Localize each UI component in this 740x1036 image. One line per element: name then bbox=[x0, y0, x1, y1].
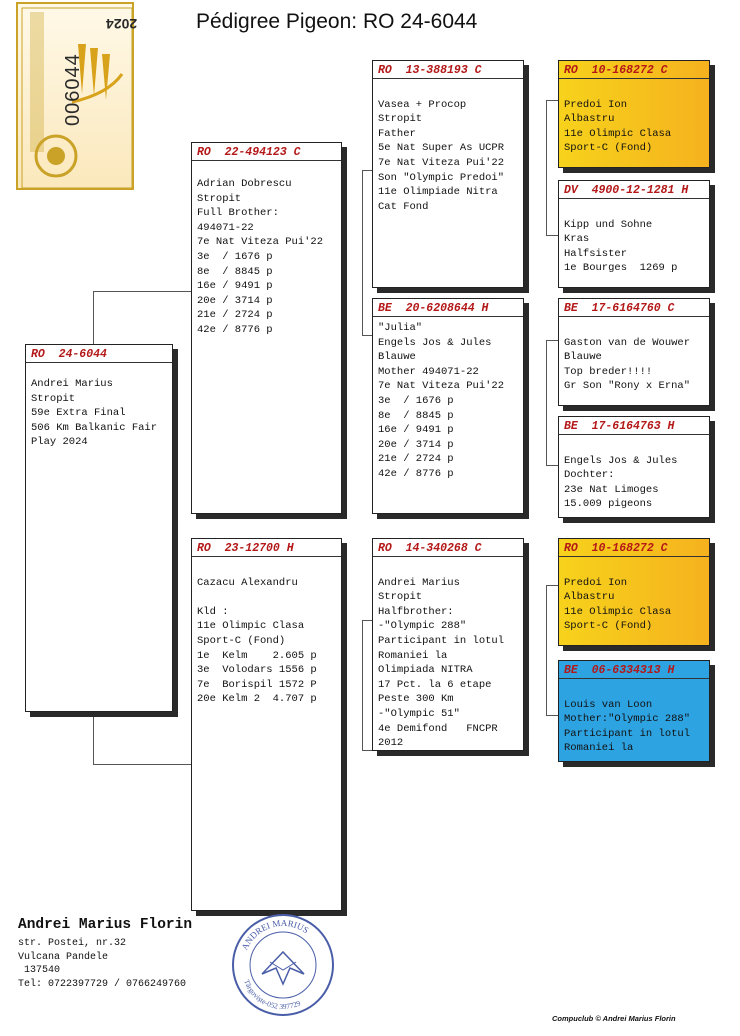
detail-line bbox=[564, 683, 704, 698]
owner-block bbox=[18, 917, 192, 991]
detail-line: Mother:"Olympic 288" bbox=[564, 713, 691, 726]
certificate-number: 006044 bbox=[62, 53, 84, 126]
ring-number: RO 10-168272 C bbox=[559, 539, 709, 557]
box-details bbox=[192, 557, 341, 707]
pedigree-box-dam bbox=[191, 538, 342, 911]
detail-line: 11e Olimpiade Nitra bbox=[378, 186, 498, 199]
detail-line: Sport-C (Fond) bbox=[564, 142, 653, 155]
detail-line: Cat Fond bbox=[378, 200, 429, 213]
connector-line bbox=[362, 620, 363, 750]
connector-line bbox=[546, 340, 558, 341]
detail-line: Kras bbox=[564, 233, 590, 246]
box-details bbox=[559, 435, 709, 512]
box-details bbox=[559, 557, 709, 634]
detail-line: Louis van Loon bbox=[564, 698, 653, 711]
detail-line: 15.009 pigeons bbox=[564, 498, 653, 511]
detail-line: 4e Demifond FNCPR bbox=[378, 722, 498, 735]
detail-line: Stropit bbox=[31, 392, 76, 405]
detail-line: 16e / 9491 p bbox=[378, 424, 454, 437]
detail-line: 7e Nat Viteza Pui'22 bbox=[378, 156, 505, 169]
ring-number: RO 10-168272 C bbox=[559, 61, 709, 79]
connector-line bbox=[93, 712, 94, 764]
pedigree-box-sire bbox=[191, 142, 342, 514]
detail-line: 7e Nat Viteza Pui'22 bbox=[197, 236, 324, 249]
detail-line: 20e Kelm 2 4.707 p bbox=[197, 693, 317, 706]
pedigree-box-dam-sire-dam bbox=[558, 660, 710, 762]
connector-line bbox=[546, 340, 547, 465]
detail-line: 7e Nat Viteza Pui'22 bbox=[378, 380, 505, 393]
ring-number: RO 14-340268 C bbox=[373, 539, 523, 557]
detail-line: Participant in lotul bbox=[564, 727, 691, 740]
detail-line: Stropit bbox=[378, 591, 423, 604]
connector-line bbox=[546, 100, 547, 235]
detail-line: Predoi Ion bbox=[564, 98, 628, 111]
connector-line bbox=[93, 764, 191, 765]
certificate-year: 2024 bbox=[106, 16, 138, 32]
pedigree-box-sire-dam-dam bbox=[558, 416, 710, 518]
detail-line: Halfbrother: bbox=[378, 605, 454, 618]
connector-line bbox=[362, 620, 372, 621]
detail-line: 2012 bbox=[378, 737, 404, 750]
box-details bbox=[559, 317, 709, 394]
box-details bbox=[26, 363, 172, 450]
connector-line bbox=[546, 100, 558, 101]
detail-line: Adrian Dobrescu bbox=[197, 178, 292, 190]
detail-line: 8e / 8845 p bbox=[378, 409, 454, 422]
detail-line: 17 Pct. la 6 etape bbox=[378, 678, 492, 691]
detail-line: 3e / 1676 p bbox=[378, 394, 454, 407]
detail-line: 1e Kelm 2.605 p bbox=[197, 649, 317, 662]
detail-line: Sport-C (Fond) bbox=[197, 634, 286, 647]
connector-line bbox=[362, 170, 372, 171]
detail-line: Predoi Ion bbox=[564, 576, 628, 589]
detail-line: Andrei Marius bbox=[378, 576, 460, 589]
detail-line: 23e Nat Limoges bbox=[564, 483, 659, 496]
detail-line: Kipp und Sohne bbox=[564, 218, 653, 231]
detail-line: Cazacu Alexandru bbox=[197, 576, 298, 589]
ring-number: RO 24-6044 bbox=[26, 345, 172, 363]
detail-line: Andrei Marius bbox=[31, 378, 113, 390]
detail-line: Albastru bbox=[564, 591, 615, 604]
detail-line: 5e Nat Super As UCPR bbox=[378, 142, 505, 155]
connector-line bbox=[546, 715, 558, 716]
detail-line: 42e / 8776 p bbox=[197, 323, 273, 336]
detail-line bbox=[378, 561, 518, 576]
pedigree-box-sire-sire bbox=[372, 60, 524, 288]
box-details bbox=[559, 679, 709, 756]
detail-line: 3e Volodars 1556 p bbox=[197, 664, 317, 677]
stamp-top-text: ANDREI MARIUS bbox=[239, 917, 311, 952]
owner-street: str. Postei, nr.32 bbox=[18, 938, 127, 949]
connector-line bbox=[546, 235, 558, 236]
detail-line: 494071-22 bbox=[197, 221, 254, 234]
ring-number: RO 22-494123 C bbox=[192, 143, 341, 161]
detail-line: Sport-C (Fond) bbox=[564, 620, 653, 633]
detail-line: Dochter: bbox=[564, 469, 615, 482]
detail-line bbox=[564, 321, 704, 336]
box-details bbox=[373, 557, 523, 751]
detail-line: 1e Bourges 1269 p bbox=[564, 262, 678, 275]
detail-line: 3e / 1676 p bbox=[197, 250, 273, 263]
connector-line bbox=[546, 585, 547, 715]
detail-line: Engels Jos & Jules bbox=[378, 336, 492, 349]
detail-line: 21e / 2724 p bbox=[378, 453, 454, 466]
ring-number: BE 20-6208644 H bbox=[373, 299, 523, 317]
box-details bbox=[192, 161, 341, 338]
detail-line bbox=[378, 83, 518, 98]
detail-line: Gaston van de Wouwer bbox=[564, 336, 691, 349]
pedigree-box-main bbox=[25, 344, 173, 712]
connector-line bbox=[362, 335, 372, 336]
owner-city: Vulcana Pandele bbox=[18, 951, 109, 963]
loft-stamp-icon bbox=[230, 912, 336, 1018]
detail-line: -"Olympic 51" bbox=[378, 707, 460, 720]
detail-line: 21e / 2724 p bbox=[197, 309, 273, 322]
ring-number: RO 13-388193 C bbox=[373, 61, 523, 79]
connector-line bbox=[362, 750, 372, 751]
detail-line: 11e Olimpic Clasa bbox=[564, 605, 672, 618]
detail-line: Engels Jos & Jules bbox=[564, 454, 678, 467]
detail-line: Stropit bbox=[378, 113, 423, 126]
detail-line: Father bbox=[378, 127, 416, 140]
ring-number: BE 06-6334313 H bbox=[559, 661, 709, 679]
detail-line: Kld : bbox=[197, 605, 229, 618]
page-title: Pédigree Pigeon: RO 24-6044 bbox=[196, 10, 478, 33]
detail-line: Peste 300 Km bbox=[378, 693, 454, 706]
detail-line bbox=[564, 83, 704, 98]
detail-line: Halfsister bbox=[564, 247, 628, 260]
ring-number: DV 4900-12-1281 H bbox=[559, 181, 709, 199]
detail-line: Albastru bbox=[564, 113, 615, 126]
box-details bbox=[373, 79, 523, 214]
ring-number: RO 23-12700 H bbox=[192, 539, 341, 557]
detail-line: Full Brother: bbox=[197, 207, 279, 220]
detail-line: 20e / 3714 p bbox=[378, 438, 454, 451]
pedigree-box-sire-dam bbox=[372, 298, 524, 514]
detail-line: 11e Olimpic Clasa bbox=[197, 620, 305, 633]
detail-line bbox=[564, 561, 704, 576]
pigeon-certificate-card bbox=[16, 2, 138, 190]
detail-line bbox=[564, 203, 704, 218]
connector-line bbox=[546, 585, 558, 586]
detail-line bbox=[197, 590, 336, 605]
detail-line: 11e Olimpic Clasa bbox=[564, 127, 672, 140]
detail-line: 42e / 8776 p bbox=[378, 467, 454, 480]
detail-line: "Julia" bbox=[378, 322, 423, 334]
detail-line: 8e / 8845 p bbox=[197, 265, 273, 278]
detail-line: Son "Olympic Predoi" bbox=[378, 171, 505, 184]
connector-line bbox=[93, 291, 191, 292]
owner-name: Andrei Marius Florin bbox=[18, 917, 193, 933]
detail-line bbox=[197, 561, 336, 576]
detail-line: 59e Extra Final bbox=[31, 407, 126, 420]
detail-line: Mother 494071-22 bbox=[378, 365, 479, 378]
footer-credit: Compuclub © Andrei Marius Florin bbox=[552, 1014, 676, 1023]
detail-line: 7e Borispil 1572 P bbox=[197, 678, 317, 691]
box-details bbox=[559, 199, 709, 276]
pedigree-box-sire-dam-sire bbox=[558, 298, 710, 406]
detail-line bbox=[564, 439, 704, 454]
detail-line: Blauwe bbox=[378, 351, 416, 364]
connector-line bbox=[362, 170, 363, 335]
detail-line: 20e / 3714 p bbox=[197, 294, 273, 307]
ring-number: BE 17-6164763 H bbox=[559, 417, 709, 435]
box-details bbox=[373, 317, 523, 482]
detail-line: Stropit bbox=[197, 192, 242, 205]
ring-number: BE 17-6164760 C bbox=[559, 299, 709, 317]
detail-line: Vasea + Procop bbox=[378, 98, 467, 111]
detail-line: Top breder!!!! bbox=[564, 365, 653, 378]
detail-line: 16e / 9491 p bbox=[197, 280, 273, 293]
owner-zip: 137540 bbox=[18, 965, 61, 976]
detail-line: Participant in lotul bbox=[378, 634, 505, 647]
detail-line: Olimpiada NITRA bbox=[378, 664, 473, 677]
detail-line: Romaniei la bbox=[564, 742, 634, 755]
pedigree-box-sire-sire-dam bbox=[558, 180, 710, 288]
connector-line bbox=[546, 465, 558, 466]
detail-line: Play 2024 bbox=[31, 436, 88, 449]
detail-line: Blauwe bbox=[564, 351, 602, 364]
stamp-bottom-text: Târgoviște-052 397729 bbox=[242, 978, 302, 1012]
owner-phone: Tel: 0722397729 / 0766249760 bbox=[18, 978, 187, 990]
detail-line: Gr Son "Rony x Erna" bbox=[564, 380, 691, 393]
pedigree-box-dam-sire bbox=[372, 538, 524, 751]
detail-line: -"Olympic 288" bbox=[378, 620, 467, 633]
pedigree-box-sire-sire-sire bbox=[558, 60, 710, 168]
box-details bbox=[559, 79, 709, 156]
detail-line: 506 Km Balkanic Fair bbox=[31, 421, 158, 434]
pedigree-box-dam-sire-sire bbox=[558, 538, 710, 646]
detail-line: Romaniei la bbox=[378, 649, 448, 662]
connector-line bbox=[93, 291, 94, 344]
